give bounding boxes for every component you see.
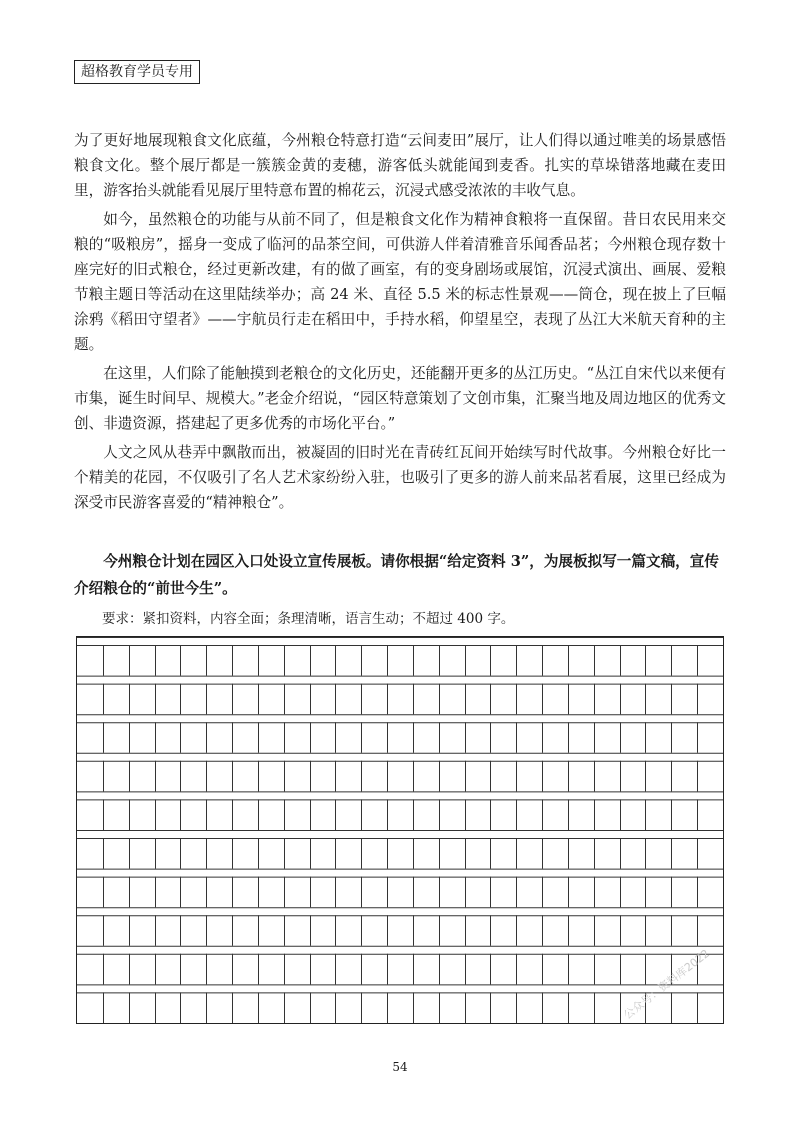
question-prompt: 今州粮仓计划在园区入口处设立宣传展板。请你根据“给定资料 3”，为展板拟写一篇文稿，宣传介绍粮仓的“前世今生”。 (74, 553, 719, 597)
passage-text (74, 128, 726, 519)
answer-grid[interactable] (76, 636, 724, 1024)
answer-grid-row (77, 638, 723, 676)
answer-grid-row (77, 908, 723, 946)
answer-grid-row (77, 831, 723, 869)
answer-grid-row (77, 869, 723, 907)
passage-paragraph-2: 如今，虽然粮仓的功能与从前不同了，但是粮食文化作为精神食粮将一直保留。昔日农民用来交粮的“吸粮房”，摇身一变成了临河的品茶空间，可供游人伴着清雅音乐闻香品茗；今州粮仓现存数十座完好的旧式粮仓，经过更新改建，有的做了画室，有的变身剧场或展馆，沉浸式演出、画展、爱粮节粮主题日等活动在这里陆续举办；高 24 米、直径 5.5 米的标志性景观——筒仓，现在披上了巨幅涂鸦《稻田守望者》——宇航员行走在稻田中，手持水稻，仰望星空，表现了丛江大米航天育种的主题。 (74, 211, 726, 353)
page-number: 54 (392, 1060, 408, 1074)
answer-grid-row (77, 792, 723, 830)
watermark: 公众号：资料库2022 (621, 946, 712, 1022)
question-requirement: 要求：紧扣资料，内容全面；条理清晰，语言生动；不超过 400 字。 (102, 611, 515, 627)
passage-paragraph-3: 在这里，人们除了能触摸到老粮仓的文化历史，还能翻开更多的丛江历史。“丛江自宋代以来便有市集，诞生时间早、规模大。”老金介绍说，“园区特意策划了文创市集，汇聚当地及周边地区的优秀文创、非遗资源，搭建起了更多优秀的市场化平台。” (74, 365, 726, 432)
answer-grid-row (77, 676, 723, 714)
answer-grid-lines (77, 637, 725, 1025)
answer-grid-row (77, 946, 723, 984)
answer-grid-row (77, 715, 723, 753)
passage-paragraph-4: 人文之风从巷弄中飘散而出，被凝固的旧时光在青砖红瓦间开始续写时代故事。今州粮仓好比一个精美的花园，不仅吸引了名人艺术家纷纷入驻，也吸引了更多的游人前来品茗看展，这里已经成为深受市民游客喜爱的“精神粮仓”。 (74, 444, 726, 511)
passage-paragraph-1: 为了更好地展现粮食文化底蕴，今州粮仓特意打造“云间麦田”展厅，让人们得以通过唯美的场景感悟粮食文化。整个展厅都是一簇簇金黄的麦穗，游客低头就能闻到麦香。扎实的草垛错落地藏在麦田里，游客抬头就能看见展厅里特意布置的棉花云，沉浸式感受浓浓的丰收气息。 (74, 132, 726, 199)
header-label: 超格教育学员专用 (74, 60, 200, 84)
answer-grid-row (77, 753, 723, 791)
